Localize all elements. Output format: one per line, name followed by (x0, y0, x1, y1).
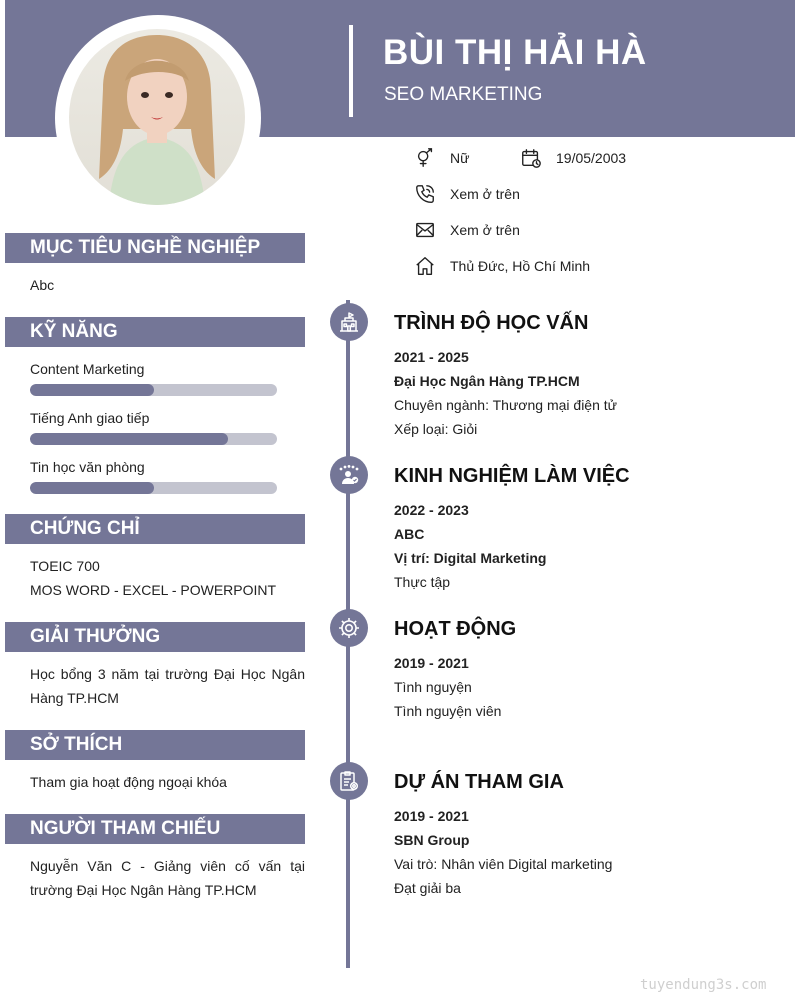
objective-heading: MỤC TIÊU NGHỀ NGHIỆP (5, 233, 305, 263)
watermark: tuyendung3s.com (640, 977, 767, 993)
references-heading: NGƯỜI THAM CHIẾU (5, 814, 305, 844)
hobbies-text: Tham gia hoạt động ngoại khóa (30, 774, 227, 790)
skill-label: Tiếng Anh giao tiếp (30, 410, 150, 426)
activities-period: 2019 - 2021 (394, 655, 469, 671)
projects-heading: DỰ ÁN THAM GIA (394, 771, 564, 793)
contact-email (414, 219, 520, 241)
objective-text: Abc (30, 277, 55, 293)
skill-bar (30, 384, 277, 396)
project-icon (330, 762, 368, 800)
education-grade: Xếp loại: Giỏi (394, 421, 478, 437)
projects-org: SBN Group (394, 832, 470, 848)
references-text: Nguyễn Văn C - Giảng viên cố vấn tại trường Đại Học Ngân Hàng TP.HCM (30, 858, 305, 898)
address-value: Thủ Đức, Hồ Chí Minh (450, 258, 591, 274)
projects-result: Đạt giải ba (394, 880, 461, 896)
envelope-icon (414, 219, 436, 241)
contact-address (414, 255, 590, 277)
contact-gender (414, 147, 469, 169)
school-icon (330, 303, 368, 341)
gender-value: Nữ (450, 150, 470, 166)
avatar (69, 29, 245, 205)
candidate-name: BÙI THỊ HẢI HÀ (383, 33, 647, 72)
experience-position: Vị trí: Digital Marketing (394, 550, 547, 566)
skill-bar-fill (30, 433, 228, 445)
activities-name: Tình nguyện (394, 679, 472, 695)
experience-period: 2022 - 2023 (394, 502, 469, 518)
phone-value: Xem ở trên (450, 186, 520, 202)
dob-value: 19/05/2003 (556, 150, 627, 166)
education-major: Chuyên ngành: Thương mại điện tử (394, 397, 618, 413)
certificates-heading: CHỨNG CHỈ (5, 514, 305, 544)
phone-icon (414, 183, 436, 205)
email-value: Xem ở trên (450, 222, 520, 238)
projects-period: 2019 - 2021 (394, 808, 469, 824)
experience-heading: KINH NGHIỆM LÀM VIỆC (394, 465, 630, 487)
projects-role: Vai trò: Nhân viên Digital marketing (394, 856, 613, 872)
home-icon (414, 255, 436, 277)
contact-dob (520, 147, 626, 169)
team-rating-icon (330, 456, 368, 494)
job-title: SEO MARKETING (384, 84, 543, 105)
skill-bar-fill (30, 482, 154, 494)
skill-label: Content Marketing (30, 361, 145, 377)
skill-label: Tin học văn phòng (30, 459, 145, 475)
header-divider (349, 25, 353, 117)
contact-phone (414, 183, 520, 205)
skill-bar (30, 482, 277, 494)
awards-heading: GIẢI THƯỞNG (5, 622, 305, 652)
education-school: Đại Học Ngân Hàng TP.HCM (394, 373, 580, 389)
skill-bar (30, 433, 277, 445)
gear-icon (330, 609, 368, 647)
experience-detail: Thực tập (394, 574, 451, 590)
activities-role: Tình nguyện viên (394, 703, 502, 719)
education-period: 2021 - 2025 (394, 349, 469, 365)
calendar-icon (520, 147, 542, 169)
activities-heading: HOẠT ĐỘNG (394, 618, 517, 640)
certificate-item: MOS WORD - EXCEL - POWERPOINT (30, 582, 277, 598)
gender-icon (414, 147, 436, 169)
skills-heading: KỸ NĂNG (5, 317, 305, 347)
skill-bar-fill (30, 384, 154, 396)
experience-company: ABC (394, 526, 425, 542)
education-heading: TRÌNH ĐỘ HỌC VẤN (394, 312, 589, 334)
certificate-item: TOEIC 700 (30, 558, 100, 574)
awards-text: Học bổng 3 năm tại trường Đại Học Ngân Hàng TP.HCM (30, 666, 305, 706)
hobbies-heading: SỞ THÍCH (5, 730, 305, 760)
